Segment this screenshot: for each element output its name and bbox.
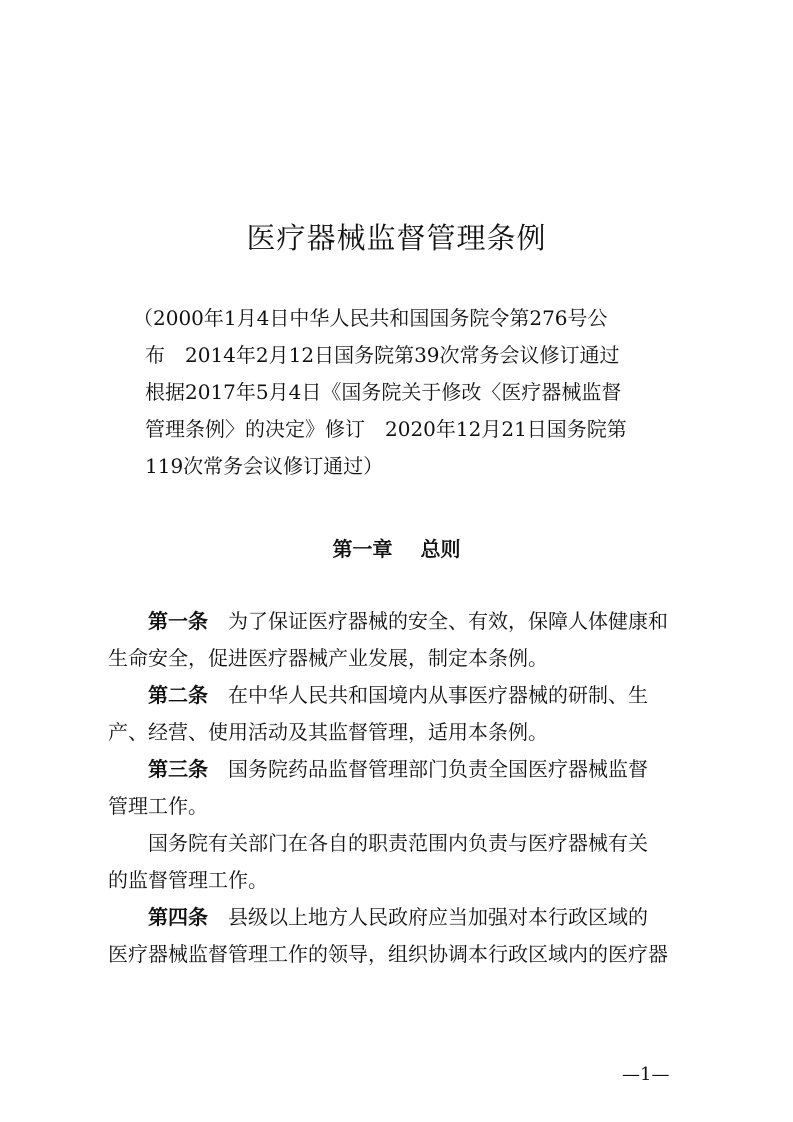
history-line: 布 2014年2月12日国务院第39次常务会议修订通过	[145, 343, 620, 367]
chapter-heading	[0, 533, 793, 562]
article-2-line: 产、经营、使用活动及其监督管理，适用本条例。	[108, 720, 548, 744]
article-label: 第四条	[148, 905, 208, 929]
article-text: 县级以上地方人民政府应当加强对本行政区域的	[228, 905, 648, 929]
history-line: （2000年1月4日中华人民共和国国务院令第276号公	[133, 306, 608, 330]
article-list	[108, 603, 700, 973]
article-2-line	[108, 677, 700, 714]
article-3-paragraph: 国务院有关部门在各自的职责范围内负责与医疗器械有关	[148, 831, 648, 855]
history-line: 管理条例〉的决定》修订 2020年12月21日国务院第	[145, 417, 627, 441]
page-number: —1—	[622, 1064, 670, 1085]
document-title: 医疗器械监督管理条例	[246, 221, 547, 255]
revision-history	[133, 300, 665, 485]
chapter-name: 总则	[420, 537, 461, 561]
article-3-paragraph: 的监督管理工作。	[108, 868, 268, 892]
history-line: 根据2017年5月4日《国务院关于修改〈医疗器械监督	[145, 380, 622, 404]
article-label: 第一条	[148, 609, 208, 633]
article-1-line: 生命安全，促进医疗器械产业发展，制定本条例。	[108, 646, 548, 670]
article-1-line	[108, 603, 700, 640]
article-label: 第三条	[148, 757, 208, 781]
article-4-line: 医疗器械监督管理工作的领导，组织协调本行政区域内的医疗器	[108, 942, 668, 966]
article-text: 为了保证医疗器械的安全、有效，保障人体健康和	[228, 609, 668, 633]
article-text: 在中华人民共和国境内从事医疗器械的研制、生	[228, 683, 648, 707]
article-text: 国务院药品监督管理部门负责全国医疗器械监督	[228, 757, 648, 781]
article-label: 第二条	[148, 683, 208, 707]
article-3-line	[108, 751, 700, 788]
history-line: 119次常务会议修订通过）	[145, 454, 384, 478]
article-4-line	[108, 899, 700, 936]
article-3-line: 管理工作。	[108, 794, 208, 818]
chapter-number: 第一章	[332, 537, 393, 561]
